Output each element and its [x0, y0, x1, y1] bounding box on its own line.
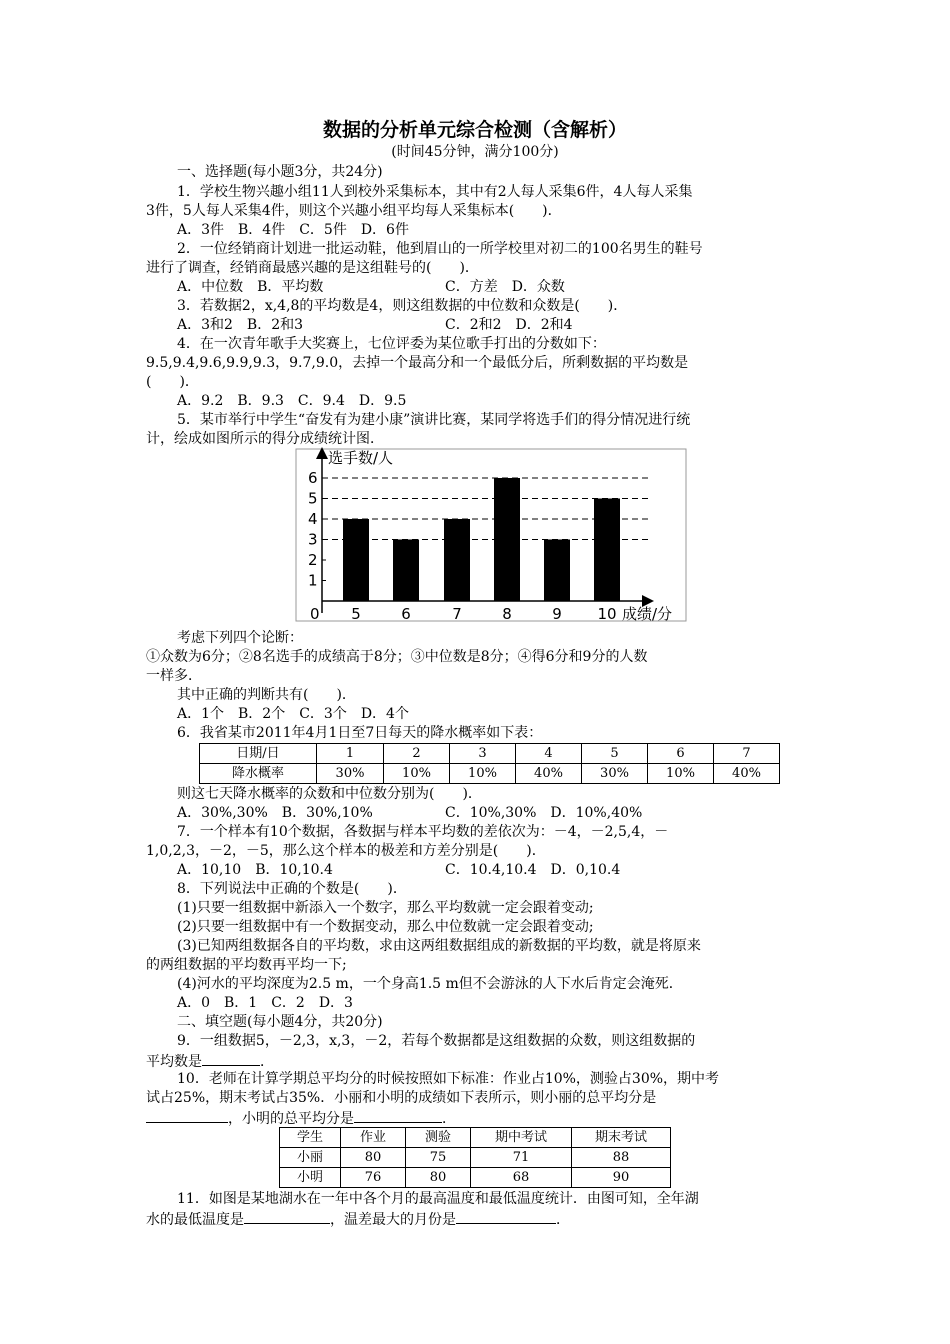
table-cell: 小明: [280, 1168, 341, 1188]
table-cell: 30%: [317, 764, 384, 784]
q5-line2: 计，绘成如图所示的得分成绩统计图．: [146, 431, 384, 447]
y-axis-label: 选手数/人: [328, 449, 394, 467]
q5-line1: 5．某市举行中学生“奋发有为建小康”演讲比赛，某同学将选手们的得分情况进行统: [177, 412, 691, 428]
table-cell: 80: [341, 1148, 406, 1168]
section-choice-heading: 一、选择题(每小题3分，共24分): [177, 164, 383, 180]
q2-line1: 2．一位经销商计划进一批运动鞋，他到眉山的一所学校里对初二的100名男生的鞋号: [177, 241, 703, 257]
table-cell: 68: [471, 1168, 572, 1188]
table-cell: 测验: [406, 1128, 471, 1148]
y-tick-label: 2: [308, 551, 318, 569]
table-cell: 71: [471, 1148, 572, 1168]
table-cell: 88: [572, 1148, 671, 1168]
x-tick-label: 6: [401, 605, 411, 623]
bar-8: [494, 478, 520, 601]
q10-text: ，小明的总平均分是: [228, 1111, 354, 1127]
q3-line1: 3．若数据2，x,4,8的平均数是4，则这组数据的中位数和众数是( )．: [177, 298, 628, 314]
table-row: [280, 1128, 671, 1148]
origin-label: 0: [310, 605, 320, 623]
q8-statement-2: (2)只要一组数据中有一个数据变动，那么中位数就一定会跟着变动;: [177, 919, 594, 935]
table-cell: 作业: [341, 1128, 406, 1148]
table-cell: 30%: [582, 764, 648, 784]
q10-xiaoli-answer-blank[interactable]: [146, 1108, 228, 1123]
q5-line6: 其中正确的判断共有( )．: [177, 687, 356, 703]
x-axis-label: 成绩/分: [622, 605, 673, 623]
q3-options-ab: A．3和2 B．2和3: [177, 317, 304, 333]
q8-statement-4: (4)河水的平均深度为2.5 m，一个身高1.5 m但不会游泳的人下水后肯定会淹死．: [177, 976, 683, 992]
bar-10: [594, 499, 620, 602]
q9-text: 平均数是: [146, 1054, 202, 1070]
q8-options: A．0 B．1 C．2 D．3: [177, 995, 353, 1011]
table-cell: 期中考试: [471, 1128, 572, 1148]
q8-statement-3a: (3)已知两组数据各自的平均数，求由这两组数据组成的新数据的平均数，就是将原来: [177, 938, 701, 954]
score-bar-chart: [290, 447, 690, 625]
q9-end: ．: [260, 1054, 274, 1070]
q5-options: A．1个 B．2个 C．3个 D．4个: [177, 706, 409, 722]
table-cell: 5: [582, 744, 648, 764]
q10-end: ．: [442, 1111, 456, 1127]
q1-line2: 3件，5人每人采集4件，则这个兴趣小组平均每人采集标本( )．: [146, 203, 562, 219]
q7-line2: 1,0,2,3，－2，－5，那么这个样本的极差和方差分别是( )．: [146, 843, 546, 859]
table-cell: 10%: [384, 764, 450, 784]
table-cell: 期末考试: [572, 1128, 671, 1148]
q4-line2: 9.5,9.4,9.6,9.9,9.3，9.7,9.0，去掉一个最高分和一个最低分后，所剩数据的平均数是: [146, 355, 689, 371]
q2-options-ab: A．中位数 B．平均数: [177, 279, 324, 295]
q11-line2: [146, 1209, 570, 1229]
table-cell: 76: [341, 1168, 406, 1188]
bar-7: [444, 519, 470, 601]
q4-line1: 4．在一次青年歌手大奖赛上，七位评委为某位歌手打出的分数如下：: [177, 336, 606, 352]
student-scores-table: [279, 1127, 671, 1188]
q8-statement-1: (1)只要一组数据中新添入一个数字，那么平均数就一定会跟着变动;: [177, 900, 594, 916]
doc-subtitle: (时间45分钟，满分100分): [391, 144, 559, 160]
doc-title: 数据的分析单元综合检测（含解析）: [322, 119, 627, 141]
q8-line1: 8．下列说法中正确的个数是( )．: [177, 881, 407, 897]
q8-statement-3b: 的两组数据的平均数再平均一下;: [146, 957, 347, 973]
x-tick-label: 9: [552, 605, 562, 623]
y-tick-label: 6: [308, 469, 318, 487]
table-cell: 日期/日: [200, 744, 317, 764]
table-cell: 2: [384, 744, 450, 764]
q7-options-cd: C．10.4,10.4 D．0,10.4: [445, 862, 621, 878]
q10-line3: [146, 1108, 456, 1128]
q6-line1: 6．我省某市2011年4月1日至7日每天的降水概率如下表：: [177, 725, 543, 741]
q11-text-a: 水的最低温度是: [146, 1212, 244, 1228]
y-tick-label: 1: [308, 571, 318, 590]
rain-probability-table: [199, 743, 780, 784]
table-row: [200, 744, 780, 764]
table-cell: 学生: [280, 1128, 341, 1148]
q9-answer-blank[interactable]: [202, 1051, 260, 1066]
table-row: [280, 1168, 671, 1188]
q4-options: A．9.2 B．9.3 C．9.4 D．9.5: [177, 393, 407, 409]
q11-lowest-temp-blank[interactable]: [244, 1209, 330, 1224]
table-row: [200, 764, 780, 784]
bar-6: [393, 540, 419, 602]
q7-options-ab: A．10,10 B．10,10.4: [177, 862, 333, 878]
table-cell: 1: [317, 744, 384, 764]
y-tick-label: 4: [308, 510, 318, 528]
q10-xiaoming-answer-blank[interactable]: [354, 1108, 442, 1123]
bar-9: [544, 540, 570, 602]
table-cell: 40%: [516, 764, 582, 784]
q5-line3: 考虑下列四个论断：: [177, 630, 303, 646]
q3-options-cd: C．2和2 D．2和4: [445, 317, 573, 333]
q6-options-ab: A．30%,30% B．30%,10%: [177, 805, 373, 821]
bar-5: [343, 519, 369, 601]
q7-line1: 7．一个样本有10个数据，各数据与样本平均数的差依次为：－4，－2,5,4，－: [177, 824, 669, 840]
y-tick-label: 3: [308, 530, 318, 549]
table-cell: 10%: [450, 764, 516, 784]
x-tick-label: 10: [597, 605, 617, 623]
q11-line1: 11．如图是某地湖水在一年中各个月的最高温度和最低温度统计．由图可知，全年湖: [177, 1191, 699, 1207]
q11-end: ．: [556, 1212, 570, 1228]
q10-line1: 10．老师在计算学期总平均分的时候按照如下标准：作业占10%，测验占30%，期中考: [177, 1071, 720, 1087]
q9-line2: [146, 1051, 274, 1071]
x-tick-label: 7: [452, 605, 462, 623]
x-tick-label: 8: [502, 605, 512, 623]
q9-line1: 9．一组数据5，－2,3，x,3，－2，若每个数据都是这组数据的众数，则这组数据的: [177, 1033, 696, 1049]
q10-line2: 试占25%，期末考试占35%．小丽和小明的成绩如下表所示，则小丽的总平均分是: [146, 1090, 657, 1106]
q5-line5: 一样多．: [146, 668, 202, 684]
table-cell: 降水概率: [200, 764, 317, 784]
x-tick-label: 5: [351, 605, 361, 623]
section-fill-heading: 二、填空题(每小题4分，共20分): [177, 1014, 383, 1030]
q4-line3: ( )．: [146, 374, 199, 390]
y-tick-label: 5: [308, 489, 318, 508]
table-cell: 7: [714, 744, 780, 764]
q11-text-b: ，温差最大的月份是: [330, 1212, 456, 1228]
q2-line2: 进行了调查，经销商最感兴趣的是这组鞋号的( )．: [146, 260, 479, 276]
table-cell: 10%: [648, 764, 714, 784]
table-cell: 3: [450, 744, 516, 764]
table-cell: 80: [406, 1168, 471, 1188]
table-cell: 75: [406, 1148, 471, 1168]
q11-month-blank[interactable]: [456, 1209, 556, 1224]
q5-line4: ①众数为6分；②8名选手的成绩高于8分；③中位数是8分；④得6分和9分的人数: [146, 649, 648, 665]
table-cell: 6: [648, 744, 714, 764]
q1-options: A．3件 B．4件 C．5件 D．6件: [177, 222, 409, 238]
q2-options-cd: C．方差 D．众数: [445, 279, 565, 295]
table-cell: 小丽: [280, 1148, 341, 1168]
table-cell: 90: [572, 1168, 671, 1188]
q6-line2: 则这七天降水概率的众数和中位数分别为( )．: [177, 786, 482, 802]
q6-options-cd: C．10%,30% D．10%,40%: [445, 805, 643, 821]
table-row: [280, 1148, 671, 1168]
q1-line1: 1．学校生物兴趣小组11人到校外采集标本，其中有2人每人采集6件，4人每人采集: [177, 184, 693, 200]
table-cell: 4: [516, 744, 582, 764]
table-cell: 40%: [714, 764, 780, 784]
